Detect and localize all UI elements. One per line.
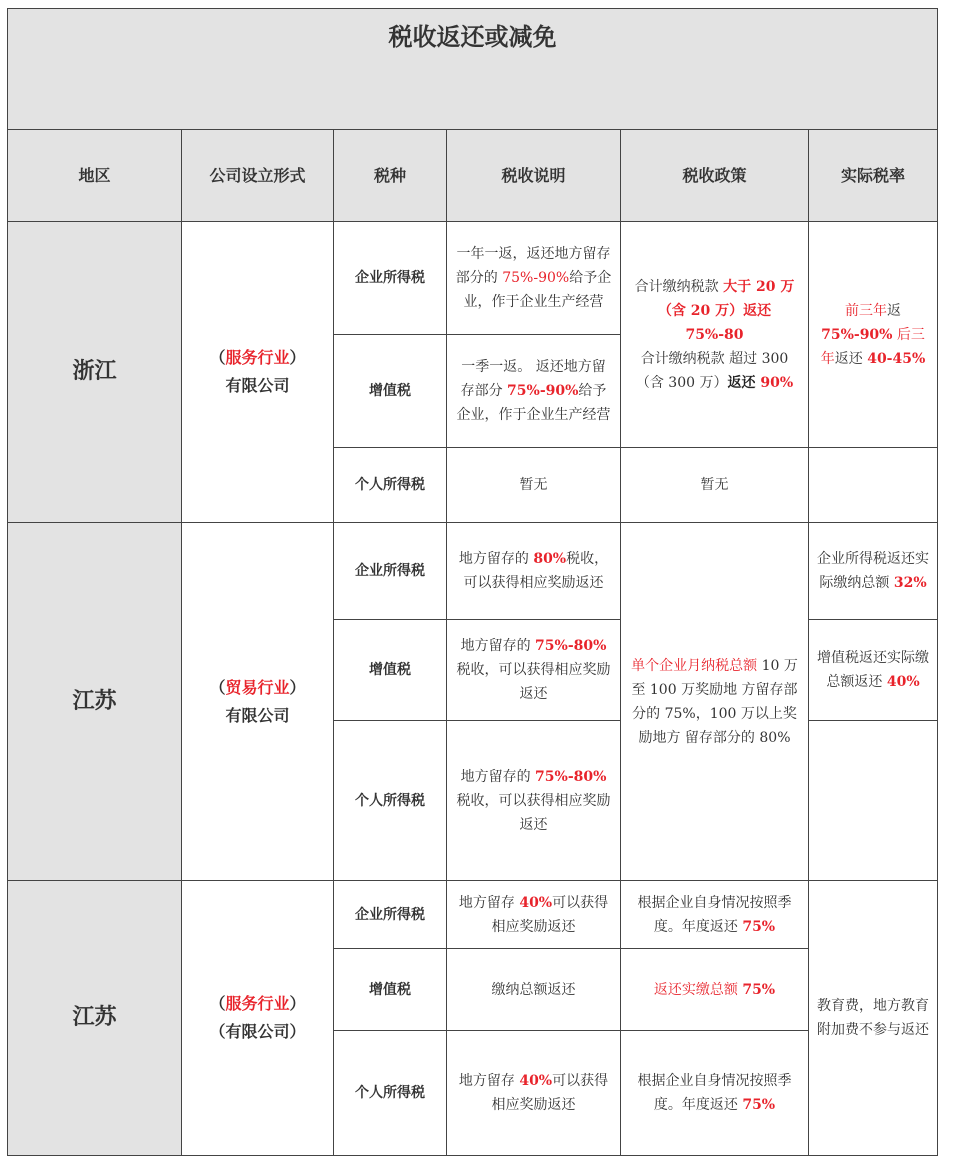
header-tax-type: 税种	[334, 130, 447, 222]
header-row	[8, 130, 938, 222]
tax-type-cell: 增值税	[334, 949, 447, 1031]
tax-description-cell: 一年一返，返还地方留存部分的 75%-90%给予企业，作于企业生产经营	[447, 222, 621, 335]
tax-description-cell: 地方留存的 75%-80% 税收，可以获得相应奖励返还	[447, 721, 621, 881]
table-row	[8, 523, 938, 620]
tax-table	[7, 8, 938, 1156]
header-region: 地区	[8, 130, 182, 222]
tax-table-sheet	[7, 8, 937, 1155]
company-form-jiangsu: （贸易行业） 有限公司	[182, 523, 334, 881]
tax-policy-cell: 暂无	[621, 448, 809, 523]
tax-policy-cell: 合计缴纳税款 大于 20 万（含 20 万）返还 75%-80 合计缴纳税款 超过 300 （含 300 万）返还 90%	[621, 222, 809, 448]
header-tax-description: 税收说明	[447, 130, 621, 222]
company-form-zhejiang: （服务行业） 有限公司	[182, 222, 334, 523]
tax-description-cell: 地方留存的 75%-80% 税收，可以获得相应奖励返还	[447, 620, 621, 721]
region-jiangsu-2: 江苏	[8, 881, 182, 1156]
actual-rate-cell: 教育费，地方教育附加费不参与返还	[809, 881, 938, 1156]
table-row	[8, 222, 938, 335]
company-form-jiangsu-2: （服务行业） （有限公司）	[182, 881, 334, 1156]
region-jiangsu: 江苏	[8, 523, 182, 881]
header-company-form: 公司设立形式	[182, 130, 334, 222]
tax-type-cell: 个人所得税	[334, 721, 447, 881]
title-row	[8, 9, 938, 130]
tax-type-cell: 个人所得税	[334, 1031, 447, 1156]
table-row	[8, 881, 938, 949]
tax-description-cell: 一季一返。 返还地方留存部分 75%-90%给予企业，作于企业生产经营	[447, 335, 621, 448]
actual-rate-cell	[809, 721, 938, 881]
header-tax-policy: 税收政策	[621, 130, 809, 222]
tax-policy-cell: 根据企业自身情况按照季度。年度返还 75%	[621, 1031, 809, 1156]
actual-rate-cell: 企业所得税返还实际缴纳总额 32%	[809, 523, 938, 620]
actual-rate-cell	[809, 448, 938, 523]
tax-description-cell: 地方留存 40%可以获得相应奖励返还	[447, 881, 621, 949]
actual-rate-cell: 增值税返还实际缴总额返还 40%	[809, 620, 938, 721]
tax-description-cell: 缴纳总额返还	[447, 949, 621, 1031]
tax-description-cell: 地方留存 40%可以获得相应奖励返还	[447, 1031, 621, 1156]
tax-type-cell: 增值税	[334, 335, 447, 448]
tax-policy-cell: 根据企业自身情况按照季度。年度返还 75%	[621, 881, 809, 949]
tax-description-cell: 暂无	[447, 448, 621, 523]
region-zhejiang: 浙江	[8, 222, 182, 523]
tax-policy-cell: 返还实缴总额 75%	[621, 949, 809, 1031]
table-title: 税收返还或减免	[8, 9, 938, 130]
tax-type-cell: 增值税	[334, 620, 447, 721]
actual-rate-cell: 前三年返 75%-90% 后三年返还 40-45%	[809, 222, 938, 448]
tax-policy-cell: 单个企业月纳税总额 10 万至 100 万奖励地 方留存部分的 75%，100 万以上奖励地方 留存部分的 80%	[621, 523, 809, 881]
tax-description-cell: 地方留存的 80%税收，可以获得相应奖励返还	[447, 523, 621, 620]
tax-type-cell: 个人所得税	[334, 448, 447, 523]
tax-type-cell: 企业所得税	[334, 523, 447, 620]
tax-type-cell: 企业所得税	[334, 881, 447, 949]
tax-type-cell: 企业所得税	[334, 222, 447, 335]
header-actual-rate: 实际税率	[809, 130, 938, 222]
